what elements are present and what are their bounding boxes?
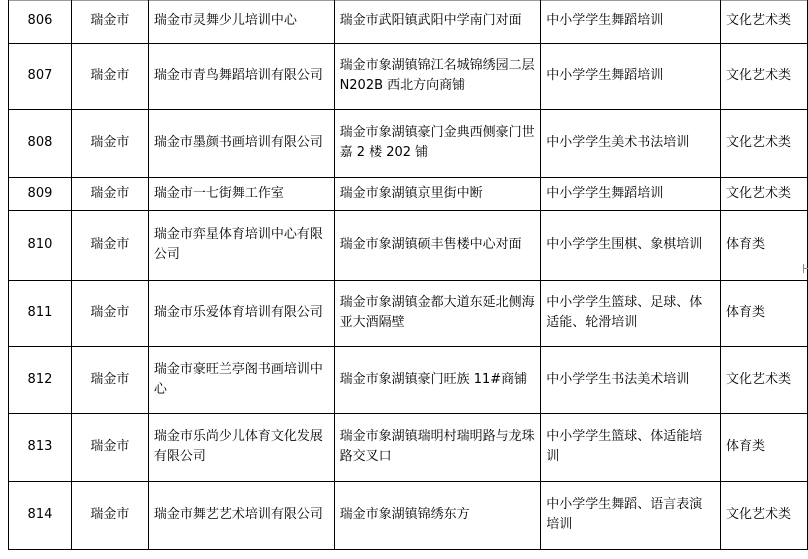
row-number: 814 [9, 481, 72, 549]
institution-name-cell: 瑞金市乐爱体育培训有限公司 [148, 280, 334, 346]
address-cell: 瑞金市象湖镇豪门旺族 11#商铺 [334, 346, 541, 413]
address-cell: 瑞金市武阳镇武阳中学南门对面 [334, 0, 541, 43]
address-cell: 瑞金市象湖镇锦绣东方 [334, 481, 541, 549]
table-row [9, 481, 808, 549]
row-number: 810 [9, 210, 72, 280]
city-cell: 瑞金市 [71, 43, 148, 109]
address-cell: 瑞金市象湖镇硕丰售楼中心对面 [334, 210, 541, 280]
training-scope-cell: 中小学学生舞蹈培训 [541, 43, 721, 109]
address-cell: 瑞金市象湖镇金都大道东延北侧海亚大酒隔壁 [334, 280, 541, 346]
table-row [9, 346, 808, 413]
category-cell: 文化艺术类 [721, 0, 808, 43]
training-scope-cell: 中小学学生舞蹈培训 [541, 177, 721, 210]
institution-name-cell: 瑞金市墨颜书画培训有限公司 [148, 109, 334, 177]
city-cell: 瑞金市 [71, 481, 148, 549]
table-row [9, 210, 808, 280]
institution-table [8, 0, 808, 550]
address-cell: 瑞金市象湖镇瑞明村瑞明路与龙珠路交叉口 [334, 413, 541, 481]
table-row [9, 43, 808, 109]
address-cell: 瑞金市象湖镇豪门金典西侧豪门世嘉 2 楼 202 铺 [334, 109, 541, 177]
category-cell: 文化艺术类 [721, 177, 808, 210]
city-cell: 瑞金市 [71, 346, 148, 413]
category-cell: 体育类 [721, 210, 808, 280]
address-cell: 瑞金市象湖镇锦江名城锦绣园二层N202B 西北方向商铺 [334, 43, 541, 109]
category-cell: 文化艺术类 [721, 43, 808, 109]
institution-name-cell: 瑞金市一七街舞工作室 [148, 177, 334, 210]
city-cell: 瑞金市 [71, 177, 148, 210]
training-scope-cell: 中小学学生舞蹈培训 [541, 0, 721, 43]
row-number: 809 [9, 177, 72, 210]
city-cell: 瑞金市 [71, 413, 148, 481]
institution-name-cell: 瑞金市乐尚少儿体育文化发展有限公司 [148, 413, 334, 481]
city-cell: 瑞金市 [71, 280, 148, 346]
training-scope-cell: 中小学学生围棋、象棋培训 [541, 210, 721, 280]
table-row [9, 0, 808, 43]
city-cell: 瑞金市 [71, 210, 148, 280]
category-cell: 文化艺术类 [721, 481, 808, 549]
city-cell: 瑞金市 [71, 0, 148, 43]
institution-name-cell: 瑞金市青鸟舞蹈培训有限公司 [148, 43, 334, 109]
training-scope-cell: 中小学学生篮球、足球、体适能、轮滑培训 [541, 280, 721, 346]
category-cell: 文化艺术类 [721, 109, 808, 177]
training-scope-cell: 中小学学生舞蹈、语言表演培训 [541, 481, 721, 549]
row-number: 811 [9, 280, 72, 346]
city-cell: 瑞金市 [71, 109, 148, 177]
row-number: 807 [9, 43, 72, 109]
row-number: 813 [9, 413, 72, 481]
row-number: 808 [9, 109, 72, 177]
institution-name-cell: 瑞金市灵舞少儿培训中心 [148, 0, 334, 43]
row-number: 806 [9, 0, 72, 43]
table-row [9, 177, 808, 210]
institution-name-cell: 瑞金市豪旺兰亭阁书画培训中心 [148, 346, 334, 413]
address-cell: 瑞金市象湖镇京里街中断 [334, 177, 541, 210]
category-cell: 文化艺术类 [721, 346, 808, 413]
institution-name-cell: 瑞金市弈星体育培训中心有限公司 [148, 210, 334, 280]
training-scope-cell: 中小学学生美术书法培训 [541, 109, 721, 177]
row-number: 812 [9, 346, 72, 413]
training-scope-cell: 中小学学生篮球、体适能培训 [541, 413, 721, 481]
table-row [9, 109, 808, 177]
page-edge-marker [803, 264, 808, 273]
table-row [9, 413, 808, 481]
institution-name-cell: 瑞金市舞艺艺术培训有限公司 [148, 481, 334, 549]
training-scope-cell: 中小学学生书法美术培训 [541, 346, 721, 413]
category-cell: 体育类 [721, 413, 808, 481]
category-cell: 体育类 [721, 280, 808, 346]
table-row [9, 280, 808, 346]
